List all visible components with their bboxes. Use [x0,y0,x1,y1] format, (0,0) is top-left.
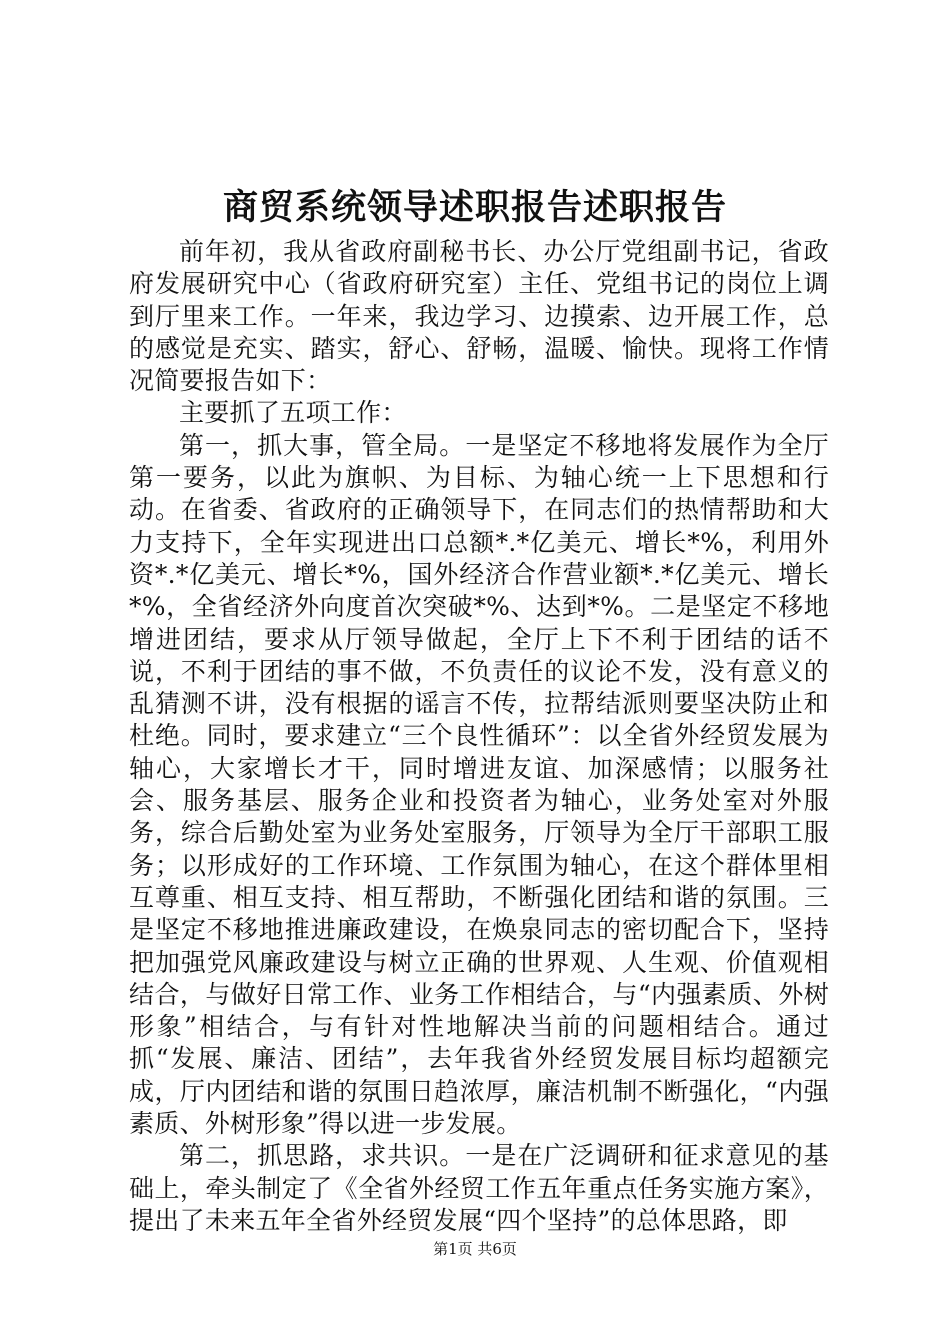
document-body [129,236,829,1237]
paragraph-overview: 主要抓了五项工作： [179,398,407,428]
paragraph-second-item: 第二，抓思路，求共识。一是在广泛调研和征求意见的基础上，牵头制定了《全省外经贸工作五年重点任务实施方案》，提出了未来五年全省外经贸发展“四个坚持”的总体思路，即 [129,1141,829,1235]
page-footer: 第1页 共6页 [433,1240,517,1258]
paragraph-intro: 前年初，我从省政府副秘书长、办公厅党组副书记，省政府发展研究中心（省政府研究室）主任、党组书记的岗位上调到厅里来工作。一年来，我边学习、边摸索、边开展工作，总的感觉是充实、踏实，舒心、舒畅，温暖、愉快。现将工作情况简要报告如下： [129,237,829,396]
document-title: 商贸系统领导述职报告述职报告 [222,187,727,228]
paragraph-first-item: 第一，抓大事，管全局。一是坚定不移地将发展作为全厅第一要务，以此为旗帜、为目标、为轴心统一上下思想和行动。在省委、省政府的正确领导下，在同志们的热情帮助和大力支持下，全年实现进出口总额*.*亿美元、增长*%，利用外资*.*亿美元、增长*%，国外经济合作营业额*.*亿美元、增长*%，全省经济外向度首次突破*%、达到*%。二是坚定不移地增进团结，要求从厅领导做起，全厅上下不利于团结的话不说，不利于团结的事不做，不负责任的议论不发，没有意义的乱猜测不讲，没有根据的谣言不传，拉帮结派则要坚决防止和杜绝。同时，要求建立“三个良性循环”：以全省外经贸发展为轴心，大家增长才干，同时增进友谊、加深感情；以服务社会、服务基层、服务企业和投资者为轴心，业务处室对外服务，综合后勤处室为业务处室服务，厅领导为全厅干部职工服务；以形成好的工作环境、工作氛围为轴心，在这个群体里相互尊重、相互支持、相互帮助，不断强化团结和谐的氛围。三是坚定不移地推进廉政建设，在焕泉同志的密切配合下，坚持把加强党风廉政建设与树立正确的世界观、人生观、价值观相结合，与做好日常工作、业务工作相结合，与“内强素质、外树形象”相结合，与有针对性地解决当前的问题相结合。通过抓“发展、廉洁、团结”，去年我省外经贸发展目标均超额完成，厅内团结和谐的氛围日趋浓厚，廉洁机制不断强化，“内强素质、外树形象”得以进一步发展。 [129,430,829,1139]
